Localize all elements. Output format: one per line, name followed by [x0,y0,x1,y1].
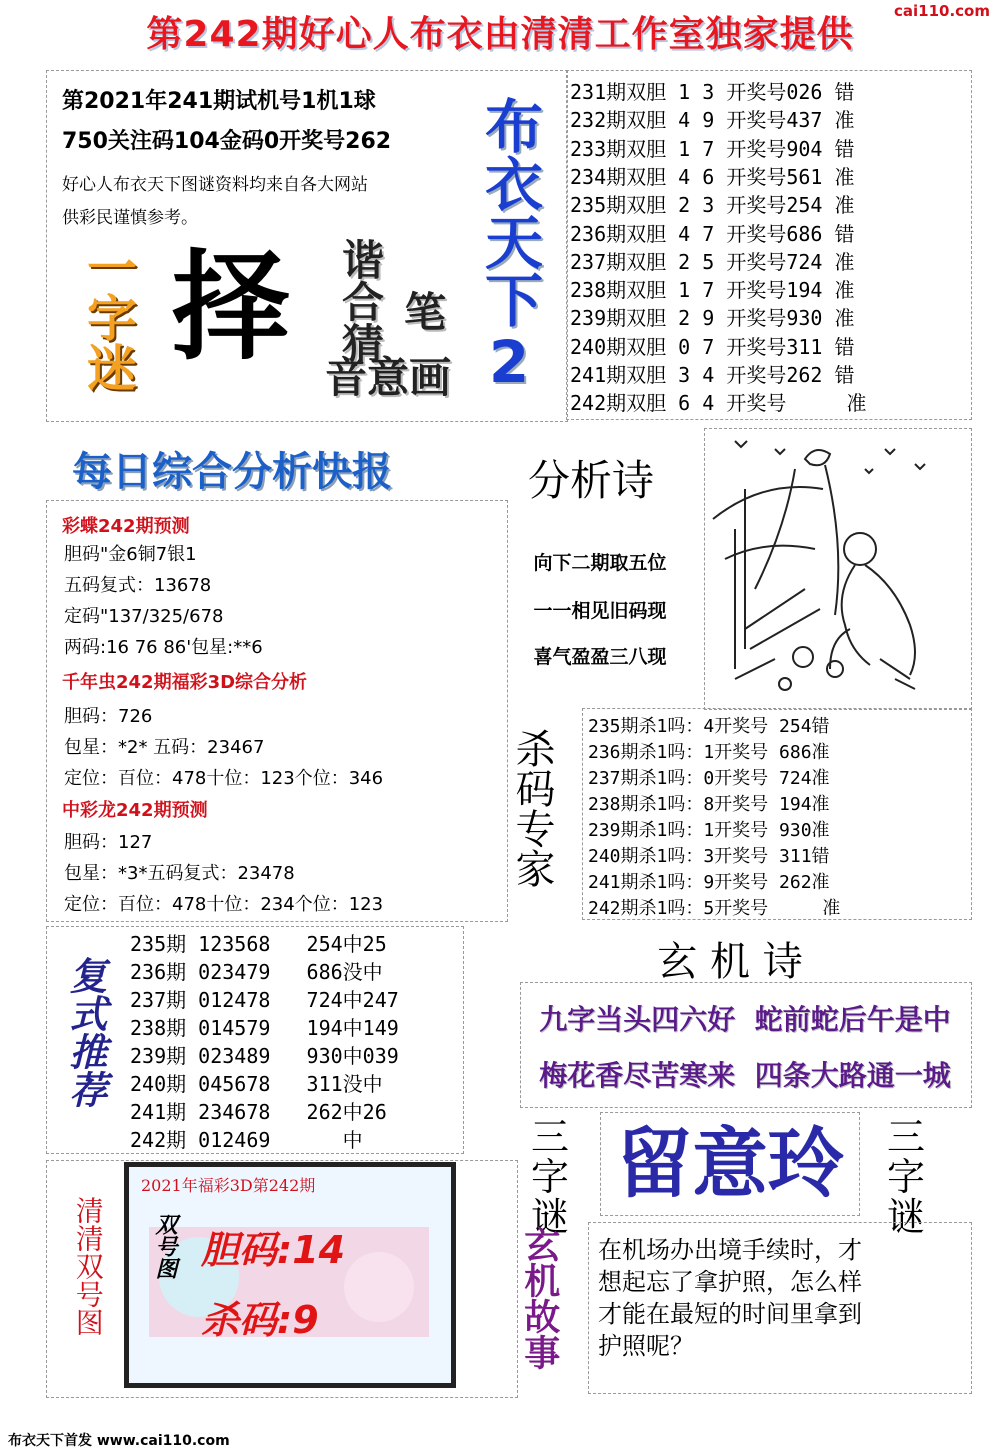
qianian-line-1: 胆码：726 [64,706,153,727]
poem-line-3: 喜气盈盈三八现 [533,646,667,668]
table-row: 238期杀1吗：8开奖号 194准 [588,794,830,815]
table-row: 235期杀1吗：4开奖号 254错 [588,716,830,737]
zhongcai-line-2: 包星：*3*五码复式：23478 [64,863,295,884]
table-row: 239期双胆 2 9 开奖号930 准 [570,306,855,331]
story-line-1: 在机场办出境手续时，才 [598,1236,862,1264]
table-row: 242期 012469 中 [130,1128,363,1152]
footer-text: 布衣天下首发 www.cai110.com [8,1433,230,1449]
riddle-right: 三字谜 [886,1115,925,1239]
table-row: 236期杀1吗：1开奖号 686准 [588,742,830,763]
xuanji-line-2: 梅花香尽苦寒来 四条大路通一城 [539,1059,951,1092]
qingqing-dan: 胆码:14 [201,1228,346,1272]
qianian-title: 千年虫242期福彩3D综合分析 [62,672,308,693]
table-row: 235期 123568 254中25 [130,932,387,956]
table-row: 234期双胆 4 6 开奖号561 准 [570,164,855,189]
daily-title: 每日综合分析快报 [72,449,392,495]
table-row: 232期双胆 4 9 开奖号437 准 [570,108,855,133]
table-row: 238期 014579 194中149 [130,1016,399,1040]
table-row: 241期 234678 262中26 [130,1100,387,1124]
banner-right-col-2: 音意画 [325,353,452,402]
table-row: 235期双胆 2 3 开奖号254 准 [570,193,855,218]
banner-right-col-1: 谐合猜 [336,238,385,364]
qingqing-panel [124,1162,456,1388]
caidie-line-4: 两码:16 76 86'包星:**6 [64,637,263,658]
site-url[interactable]: cai110.com [894,2,990,20]
table-row: 236期双胆 4 7 开奖号686 错 [570,221,855,246]
caidie-line-2: 五码复式：13678 [64,575,212,596]
caidie-title: 彩蝶242期预测 [62,516,190,537]
table-row: 242期双胆 6 4 开奖号 准 [570,391,867,416]
fushi-label: 复式推荐 [62,956,107,1108]
focus-line: 750关注码104金码0开奖号262 [62,129,392,154]
qingqing-side: 双号图 [152,1213,177,1279]
table-row: 231期双胆 1 3 开奖号026 错 [570,80,855,104]
trial-line: 第2021年241期试机号1机1球 [62,89,376,114]
qingqing-label: 清清双号图 [71,1196,105,1336]
zhongcai-line-1: 胆码：127 [64,832,153,853]
banner-left-chars: 一字迷 [79,242,137,392]
zhongcai-line-3: 定位：百位：478十位：234个位：123 [64,894,384,915]
zhongcai-title: 中彩龙242期预测 [62,800,208,821]
poem-illustration [704,428,972,710]
qianian-line-2: 包星：*2* 五码：23467 [64,737,265,758]
xuanji-line-1: 九字当头四六好 蛇前蛇后午是中 [539,1003,951,1036]
caution-note: 供彩民谨慎参考。 [62,208,198,228]
table-row: 239期杀1吗：1开奖号 930准 [588,820,830,841]
riddle-word: 留意玲 [600,1112,860,1216]
boy-football-drawing [705,429,971,709]
table-row: 233期双胆 1 7 开奖号904 错 [570,136,855,161]
table-row: 241期双胆 3 4 开奖号262 错 [570,363,855,387]
table-row: 240期双胆 0 7 开奖号311 错 [570,334,855,359]
table-row: 240期杀1吗：3开奖号 311错 [588,846,830,867]
story-line-3: 才能在最短的时间里拿到 [598,1300,862,1328]
story-line-4: 护照呢？ [598,1332,694,1360]
table-row: 241期杀1吗：9开奖号 262准 [588,872,830,893]
table-row: 237期杀1吗：0开奖号 724准 [588,768,830,789]
kill-label: 杀码专家 [509,728,555,888]
table-row: 242期杀1吗：5开奖号 准 [588,898,841,919]
poem-title: 分析诗 [528,456,655,505]
table-row: 238期双胆 1 7 开奖号194 准 [570,278,855,303]
table-row: 237期双胆 2 5 开奖号724 准 [570,249,855,274]
caidie-line-1: 胆码"金6铜7银1 [64,544,197,565]
caidie-line-3: 定码"137/325/678 [64,606,224,627]
qianian-line-3: 定位：百位：478十位：123个位：346 [64,768,384,789]
poem-line-2: 一一相见旧码现 [533,600,667,622]
table-row: 236期 023479 686没中 [130,960,383,984]
story-label: 玄机故事 [518,1226,560,1370]
table-row: 240期 045678 311没中 [130,1072,383,1096]
banner-right-col-3: 笔 [398,290,447,332]
source-note: 好心人布衣天下图谜资料均来自各大网站 [62,175,368,195]
banner-center-char: 择 [172,237,291,376]
qingqing-box-title: 2021年福彩3D第242期 [141,1176,316,1195]
riddle-left: 三字谜 [530,1115,569,1239]
xuanji-title: 玄 机 诗 [657,939,803,985]
poem-line-1: 向下二期取五位 [533,552,667,574]
qingqing-sha: 杀码:9 [201,1298,319,1342]
table-row: 237期 012478 724中247 [130,988,399,1012]
table-row: 239期 023489 930中039 [130,1044,399,1068]
brand-vertical: 布衣天下2 [475,96,543,396]
page-title: 第242期好心人布衣由清清工作室独家提供 [146,14,854,55]
story-line-2: 想起忘了拿护照，怎么样 [598,1268,862,1296]
